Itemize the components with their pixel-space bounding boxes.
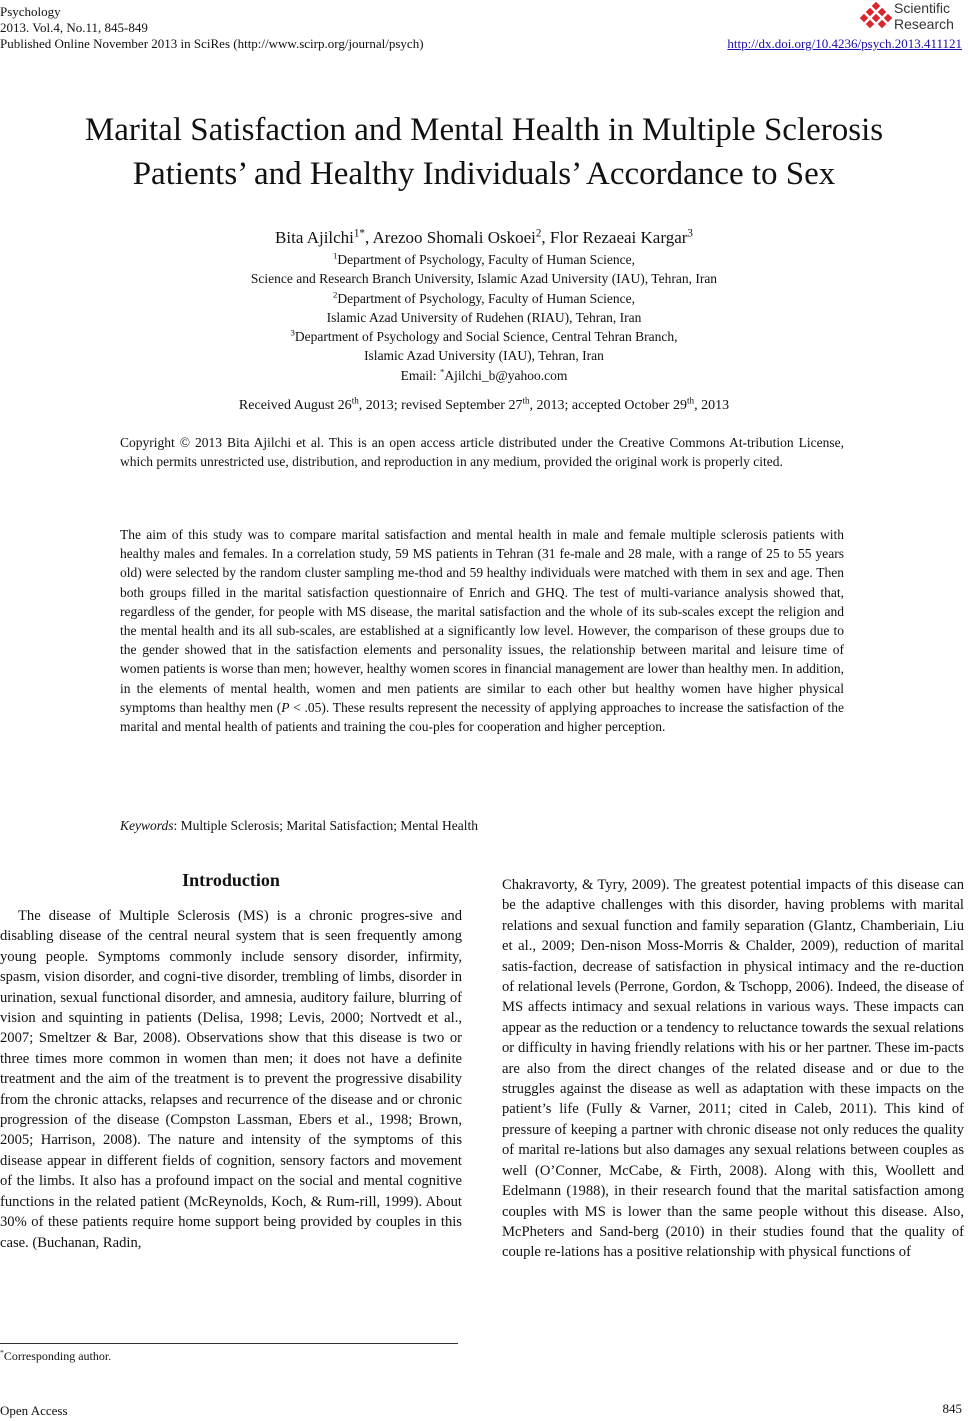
received-date: Received August 26 [238,398,352,413]
affiliation-line [0,250,968,269]
publication-info: Published Online November 2013 in SciRes (http://www.scirp.org/journal/psych) [0,36,424,51]
affiliation-line: Science and Research Branch University, Islamic Azad University (IAU), Tehran, Iran [250,271,718,287]
affiliations [0,250,968,385]
email-label: Email: [400,367,440,383]
logo-text [894,0,954,32]
abstract [120,525,844,736]
affiliation-line: Islamic Azad University (IAU), Tehran, Iran [364,348,604,364]
section-heading-introduction: Introduction [182,870,280,890]
logo-line-2: Research [894,16,954,32]
affiliation-sup: 2 [333,289,338,300]
keywords [120,818,844,834]
affiliation-sup: 1 [333,250,338,261]
accepted-year: , 2013 [694,398,730,413]
right-column [502,875,964,1263]
title-line-1: Marital Satisfaction and Mental Health in Multiple Sclerosis [84,112,884,148]
email-line [0,366,968,385]
author-3: , Flor Rezaeai Kargar [541,228,688,247]
abstract-text-2: < .05). These results represent the necessity of applying approaches to increase the satisfaction of the marital and mental health of patients and training the cou-ples for cooperation and higher perception. [120,699,844,735]
affiliation-text: Department of Psychology, Faculty of Human Science, [337,252,635,267]
affiliation-text: Department of Psychology, Faculty of Human Science, [337,290,635,306]
logo-mark-icon [860,2,892,32]
author-1: Bita Ajilchi [275,228,354,247]
affiliation-sup: 3 [290,327,295,338]
doi-link[interactable]: http://dx.doi.org/10.4236/psych.2013.411121 [727,36,962,51]
author-3-sup: 3 [687,227,693,240]
footnote-sup: * [0,1348,4,1357]
footnote-divider [0,1343,458,1344]
author-list [0,228,968,248]
intro-paragraph-left: The disease of Multiple Sclerosis (MS) is a chronic progres-sive and disabling disease of the central neural system that is seen frequently among young people. Symptoms commonly include sensory disorder, infirmity, spasm, vision disorder, and cogni-tive disorder, trembling of limbs, disorder in urination, sexual functional disorder, and amnesia, auditory failure, blurring of vision and squinting in patients (Delisa, 1998; Levis, 2000; Nortvedt et al., 2007; Smeltzer & Bar, 2008). Observations show that this disease is two or three times more common in women than men; it does not have a definite treatment and the aim of the treatment is to prevent the progressive disability from the chronic attacks, relapses and recurrence of the disease and or chronic progression of the disease (Compston Lassman, Ebers et al., 1998; Brown, 2005; Harrison, 2008). The nature and intensity of the symptoms of this disease appear in different fields of cognition, sensory factors and movement of the limbs. It also has a profound impact on the social and mental cognitive functions in the related patient (McReynolds, Koch, & Rum-rill, 1999). About 30% of these patients require home support being provided by couples in this case. (Buchanan, Radin, [0,908,462,1251]
author-1-sup: 1* [353,227,365,240]
affiliation-text: Department of Psychology and Social Science, Central Tehran Branch, [294,329,678,345]
keywords-text: : Multiple Sclerosis; Marital Satisfaction; Mental Health [173,818,478,833]
abstract-text-1: The aim of this study was to compare marital satisfaction and mental health in male and female multiple sclerosis patients with healthy males and females. In a correlation study, 59 MS patients in Tehran (31 fe-male and 28 male, with a range of 25 to 55 years old) were selected by the random cluster sampling me-thod and 59 healthy individuals were matched with them in sex and age. Then both groups filled in the marital satisfaction questionnaire of Enrich and GHQ. The test of multi-variance analysis showed that, regardless of the gender, for people with MS disease, the marital satisfaction and the whole of its sub-scales except the religion and the mental health and its all sub-scales, are established at a significantly low level. However, the comparison of these groups due to the gender showed that in the satisfaction elements and personality issues, the relationship between marital and leisure time of women patients is worse than men; however, healthy women scores in financial management are lower than healthy men. In addition, in the elements of mental health, women and men patients are similar to each other but healthy women have higher physical symptoms than healthy men ( [120,527,844,715]
affiliation-line [0,327,968,346]
scirp-logo [860,0,964,36]
accepted-date: , 2013; accepted October 29 [529,398,687,413]
date-sup: th [351,395,359,406]
intro-paragraph-right: Chakravorty, & Tyry, 2009). The greatest potential impacts of this disease can be the adaptive challenges with this disorder, having problems with marital relations and sexual function and family separation (Glantz, Chamberiain, Liu et al., 2009; Den-nison Moss-Morris & Chalder, 2009), reduction of marital satis-faction, decrease of satisfaction in physical intimacy and the re-duction of relational levels (Perrone, Gordon, & Tschopp, 2006). Indeed, the disease of MS affects intimacy and sexual relations in various ways. These impacts can appear as the reduction or a tendency to reluctance towards the sexual relations or difficulty in having friendly relations with his or her partner. These im-pacts are also from the direct changes of the related disease and or due to the struggles against the disease as well as adaptation with these impacts on the patient’s life (Fully & Varner, 2011; cited in Caleb, 2011). This kind of pressure of keeping a partner with chronic disease not only reduces the quality of marital re-lations but also damages any sexual relations between couples as well (O’Conner, McCabe, & Firth, 2008). Along with this, Woollett and Edelmann (1988), in their research found that the marital satisfaction among couples with MS is lower than the same people without this disease. Also, McPheters and Sand-berg (2010) in their studies found that the quality of couple re-lations has a positive relationship with physical functions of [502,877,964,1261]
left-column [0,906,462,1253]
footer-open-access: Open Access [0,1403,68,1418]
author-2-sup: 2 [535,227,542,240]
abstract-p-symbol: P [281,699,290,715]
paper-title [0,108,968,196]
copyright-notice: Copyright © 2013 Bita Ajilchi et al. This is an open access article distributed under the Creative Commons At-tribution License, which permits unrestricted use, distribution, and reproduction in any medium, provided the original work is properly cited. [120,435,844,470]
affiliation-line: Islamic Azad University of Rudehen (RIAU), Tehran, Iran [326,309,642,325]
page-number: 845 [942,1401,962,1416]
submission-dates [0,395,968,414]
footnote [0,1349,111,1364]
email-address[interactable]: Ajilchi_b@yahoo.com [444,367,568,383]
journal-name: Psychology [0,4,61,19]
email-sup: * [439,366,445,377]
affiliation-line [0,289,968,308]
date-sup: th [686,395,695,406]
revised-date: , 2013; revised September 27 [358,398,523,413]
footnote-text: Corresponding author. [3,1349,112,1363]
keywords-label: Keywords [120,818,174,833]
title-line-2: Patients’ and Healthy Individuals’ Accordance to Sex [132,156,836,192]
journal-volume: 2013. Vol.4, No.11, 845-849 [0,20,148,35]
date-sup: th [522,395,530,406]
running-header [0,4,424,52]
logo-line-1: Scientific [894,0,951,16]
author-2: , Arezoo Shomali Oskoei [364,228,536,247]
